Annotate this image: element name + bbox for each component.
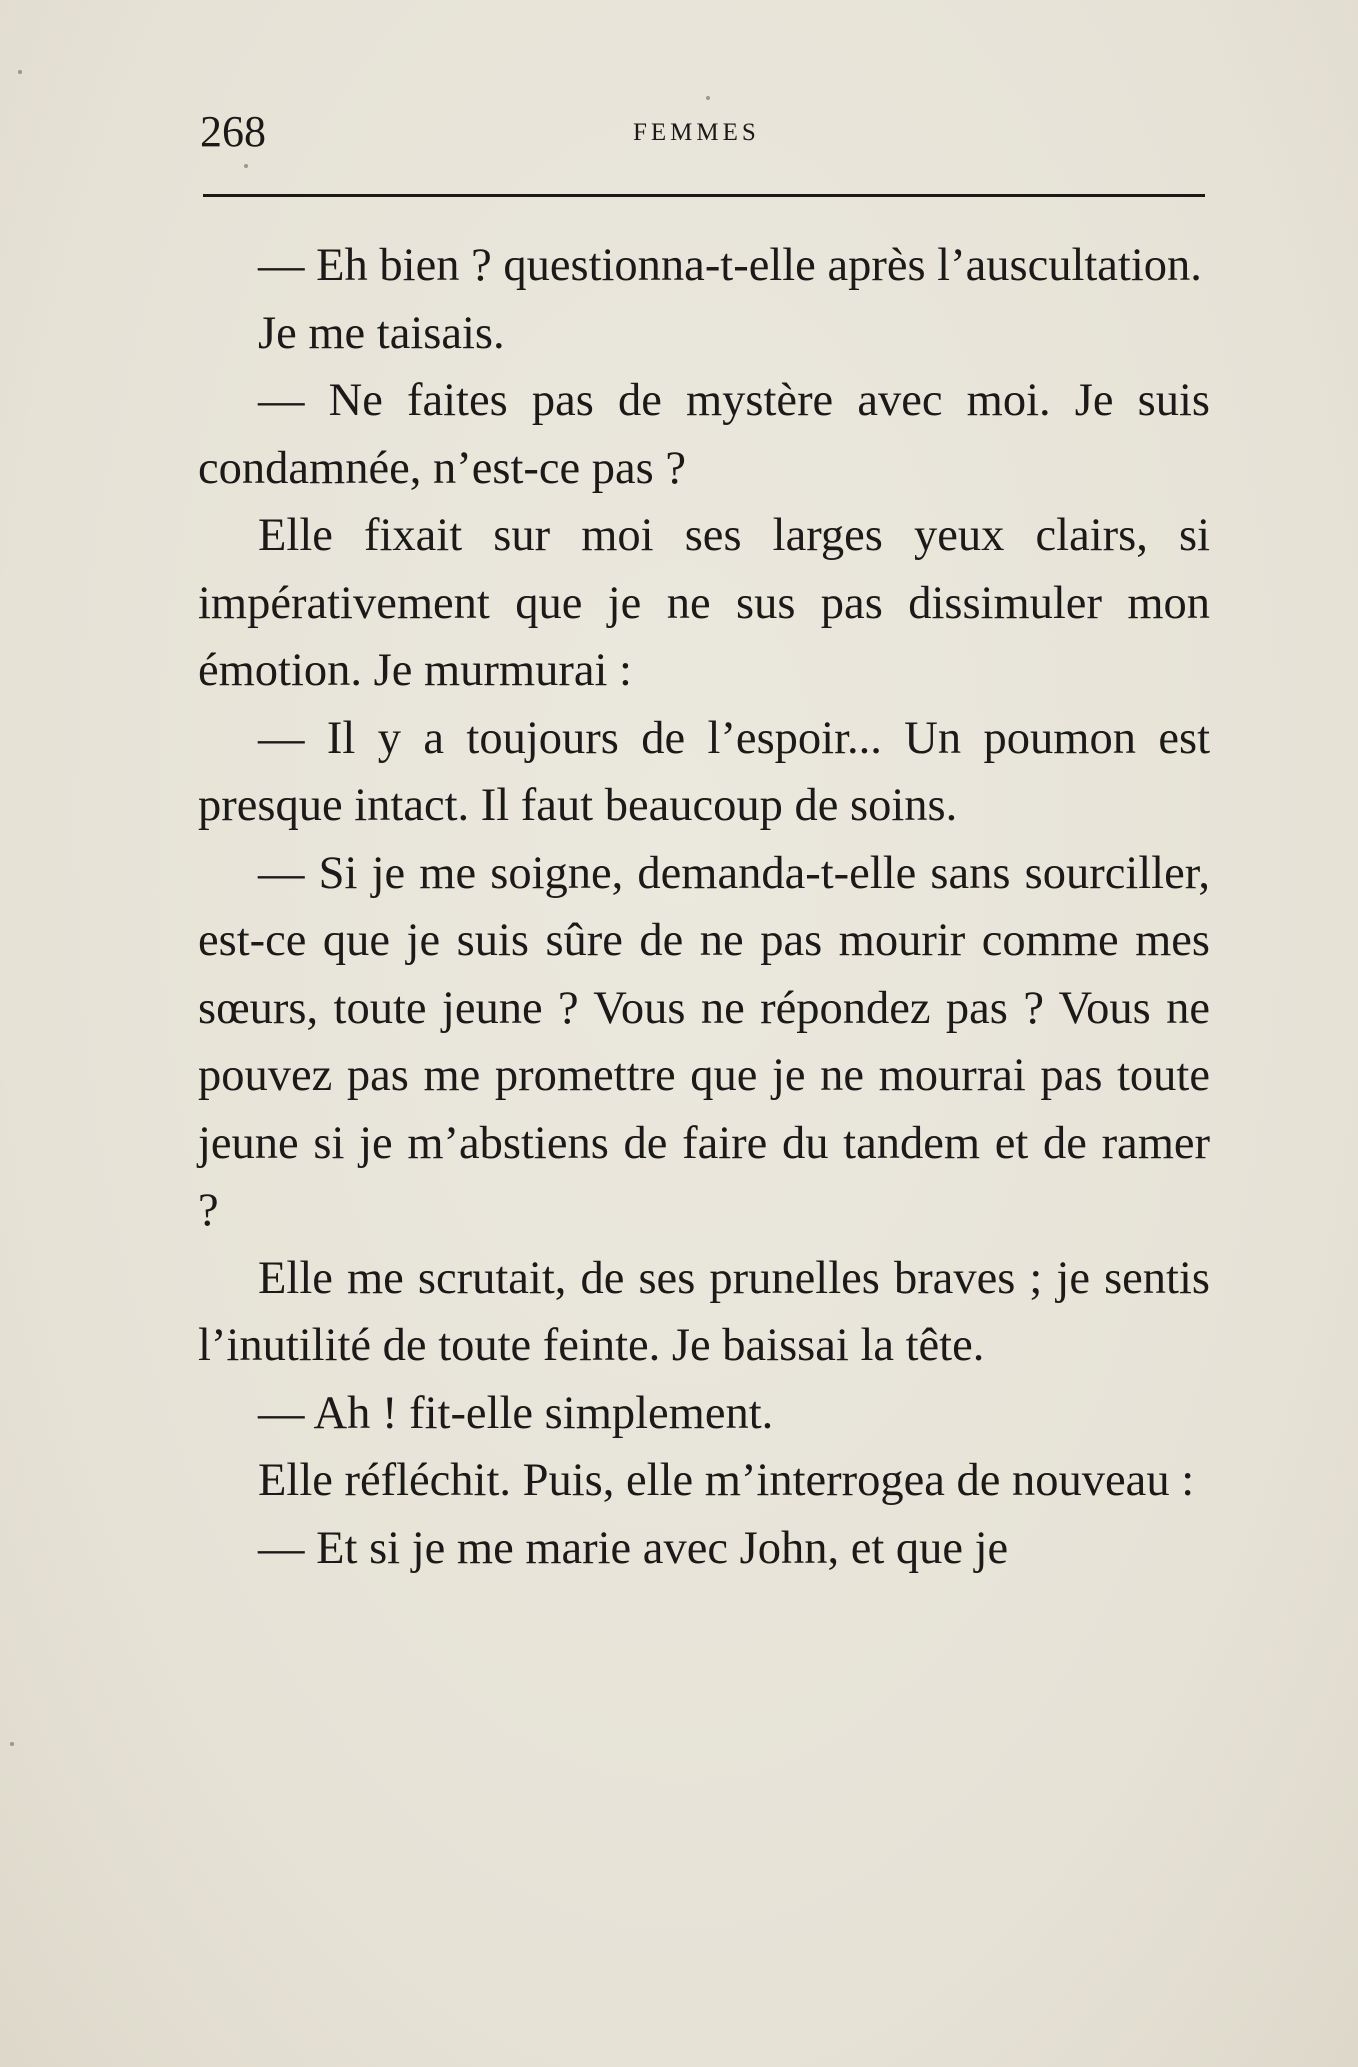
paper-speck [244, 164, 248, 168]
paragraph: — Si je me soigne, demanda-t-elle sans sourciller, est-ce que je suis sûre de ne pas mourir comme mes sœurs, toute jeune ? Vous ne répondez pas ? Vous ne pouvez pas me promettre que je ne mourrai pas toute jeune si je m’abstiens de faire du tandem et de ramer ? [198, 847, 1210, 1236]
page-header [200, 102, 1210, 162]
paper-speck [10, 1742, 14, 1746]
paragraph: — Eh bien ? questionna-t-elle après l’auscultation. [258, 240, 1202, 291]
page-number: 268 [200, 107, 266, 156]
paragraph: Elle réfléchit. Puis, elle m’interrogea de nouveau : [258, 1455, 1195, 1506]
header-rule [203, 194, 1205, 197]
paper-speck [706, 96, 710, 100]
body-text [198, 232, 1210, 1582]
paragraph: Elle fixait sur moi ses larges yeux clairs, si impérativement que je ne sus pas dissimuler mon émotion. Je murmurai : [198, 510, 1210, 696]
paragraph: Elle me scrutait, de ses prunelles braves ; je sentis l’inutilité de toute feinte. Je baissai la tête. [198, 1252, 1210, 1371]
paragraph: — Et si je me marie avec John, et que je [258, 1522, 1009, 1574]
paragraph: — Il y a toujours de l’espoir... Un poumon est presque intact. Il faut beaucoup de soins. [198, 712, 1210, 831]
paragraph: — Ah ! fit-elle simplement. [258, 1387, 774, 1439]
paragraph: — Ne faites pas de mystère avec moi. Je suis condamnée, n’est-ce pas ? [198, 375, 1210, 494]
paper-speck [18, 70, 22, 74]
paragraph: Je me taisais. [258, 307, 505, 359]
running-head: FEMMES [633, 119, 760, 146]
